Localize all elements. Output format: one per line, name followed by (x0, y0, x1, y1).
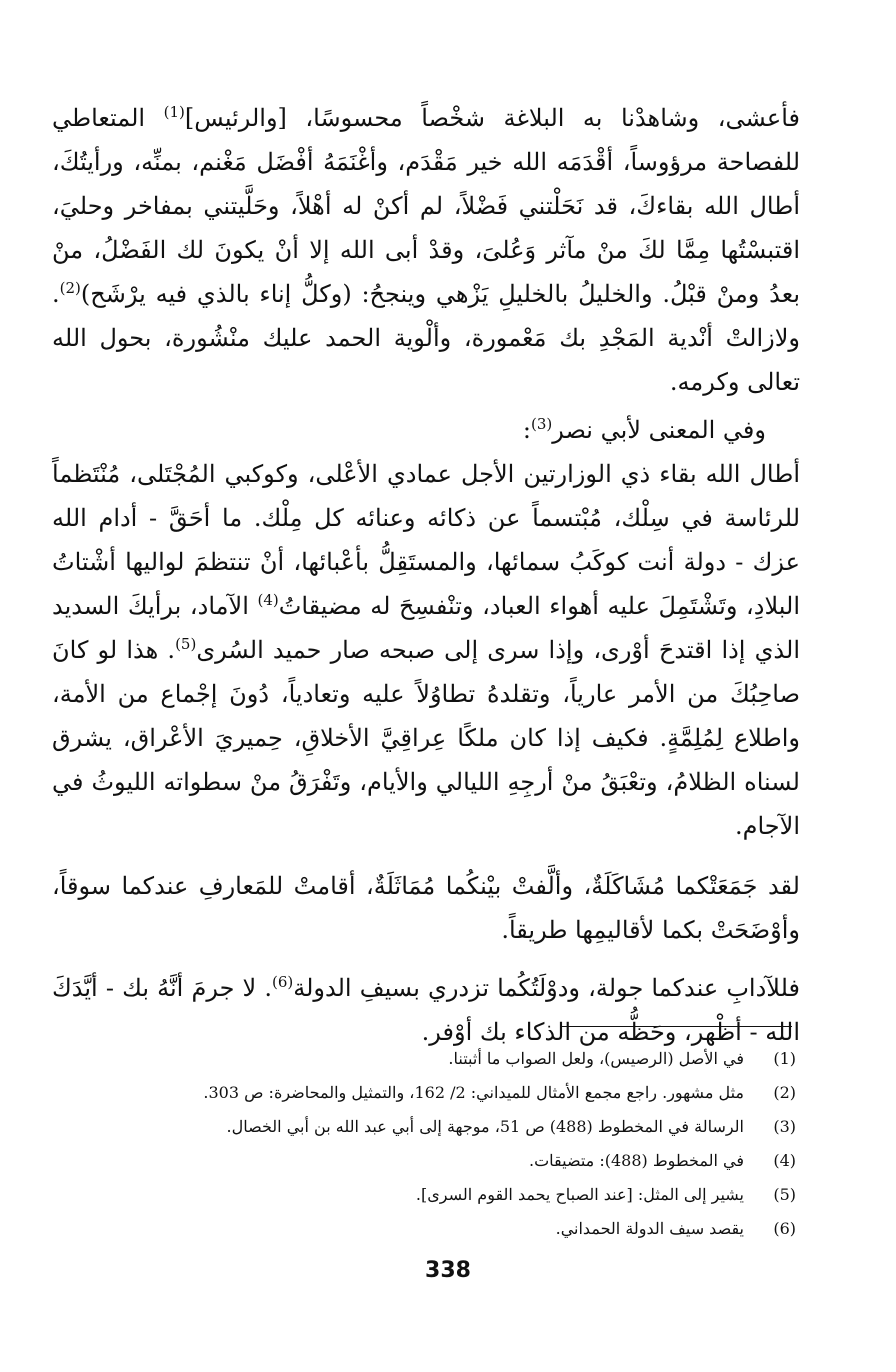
paragraph-4 (52, 864, 800, 952)
footnote-item (60, 1178, 796, 1212)
footnote-number: (2) (773, 1083, 796, 1102)
footnote-number: (4) (773, 1151, 796, 1170)
paragraph-3 (52, 452, 800, 848)
text-segment: . هذا لو كانَ صاحِبُكَ من الأمر عارياً، وتقلدهُ تطاوُلاً عليه وتعادياً، دُونَ إجْماع من الأمة، واطلاع لِمُلِمَّةٍ. فكيف إذا كان ملكًا عِراقِيَّ الأخلاقِ، حِميريَ الأعْراق، يشرق لسناه الظلامُ، وتعْبَقُ منْ أرجِهِ الليالي والأيام، وتَفْرَقُ منْ سطواته الليوثُ في الآجام. (52, 636, 800, 840)
text-segment: فأعشى، وشاهدْنا به البلاغة شخْصاً محسوسًا، [والرئيس] (184, 104, 800, 132)
footnote-item (60, 1144, 796, 1178)
footnote-item (60, 1042, 796, 1076)
footnote-number: (3) (773, 1117, 796, 1136)
footnote-text: في الأصل (الرصيس)، ولعل الصواب ما أثبتنا. (448, 1049, 744, 1068)
page-number: 338 (425, 1258, 471, 1283)
text-segment: لقد جَمَعَتْكما مُشَاكَلَةٌ، وألَّفتْ بيْنكُما مُمَاثَلَةٌ، أقامتْ للمَعارفِ عندكما سوقاً، وأوْضَحَتْ بكما لأقاليمِها طريقاً. (52, 872, 800, 944)
footnote-number: (1) (773, 1049, 796, 1068)
footnote-text: في المخطوط (488): متضيقات. (529, 1151, 744, 1170)
text-segment: . لا جرمَ أنَّهُ بك - أيَّدَكَ الله - أظْهر، وحَظُّه من الذكاء بك أوْفر. (52, 974, 800, 1046)
footnote-ref-1: (1) (163, 103, 185, 121)
text-segment: : (522, 416, 531, 444)
footnote-ref-3: (3) (530, 415, 553, 433)
paragraph-5 (52, 966, 800, 1054)
footnote-item (60, 1212, 796, 1246)
text-segment: وفي المعنى لأبي نصر (552, 416, 766, 444)
footnote-item (60, 1076, 796, 1110)
footnote-ref-5: (5) (175, 635, 197, 653)
paragraph-2 (52, 408, 800, 452)
footnote-ref-6: (6) (271, 973, 294, 991)
footnote-text: يقصد سيف الدولة الحمداني. (555, 1219, 744, 1238)
text-segment: الآماد، برأيكَ السديد الذي إذا اقتدحَ أوْرى، وإذا سرى إلى صبحه صار حميد السُرى (52, 592, 800, 664)
text-segment: . ولازالتْ أنْدية المَجْدِ بك مَعْمورة، وألْوية الحمد عليك منْشُورة، بحول الله تعالى وكرمه. (52, 280, 800, 396)
footnote-number: (6) (773, 1219, 796, 1238)
footnotes (60, 1042, 796, 1246)
footnote-divider (560, 1026, 792, 1027)
text-segment: المتعاطي للفصاحة مرؤوساً، أقْدَمَه الله خير مَقْدَم، وأغْنَمَهُ أفْضَل مَغْنم، بمنِّه، ورأيتُكَ، أطال الله بقاءكَ، قد نَحَلْتني فَضْلاً، لم أكنْ له أهْلاً، وحَلَّيتني بمفاخر وحليَ، اقتبسْتُها مِمَّا لكَ منْ مآثر وَعُلىَ، وقدْ أبى الله إلا أنْ يكونَ لك الفَضْلُ، منْ بعدُ ومنْ قبْلُ. والخليلُ بالخليلِ يَزْهي وينجحُ: (وكلُّ إناء بالذي فيه يرْشَح) (52, 104, 800, 308)
footnote-ref-4: (4) (257, 591, 279, 609)
footnote-text: الرسالة في المخطوط (488) ص 51، موجهة إلى أبي عبد الله بن أبي الخصال. (226, 1117, 744, 1136)
text-segment: أطال الله بقاء ذي الوزارتين الأجل عمادي الأعْلى، وكوكبي المُجْتَلى، مُنْتَظماً للرئاسة في سِلْك، مُبْتسماً عن ذكائه وعنائه كل مِلْك. ما أحَقَّ - أدام الله عزك - دولة أنت كوكَبُ سمائها، والمستَقِلُّ بأعْبائها، أنْ تنتظمَ لواليها أشْتاتُ البلادِ، وتَشْتَمِلَ عليه أهواء العباد، وتنْفسِحَ له مضيقاتُ (52, 460, 800, 620)
footnote-text: يشير إلى المثل: [عند الصباح يحمد القوم السرى]. (415, 1185, 744, 1204)
text-segment: فللآدابِ عندكما جولة، ودوْلَتُكُما تزدري بسيفِ الدولة (293, 974, 801, 1002)
footnote-text: مثل مشهور. راجع مجمع الأمثال للميداني: 2/ 162، والتمثيل والمحاضرة: ص 303. (203, 1083, 744, 1102)
footnote-number: (5) (773, 1185, 796, 1204)
main-text (52, 96, 800, 1054)
footnote-ref-2: (2) (59, 279, 81, 297)
paragraph-1 (52, 96, 800, 404)
footnote-item (60, 1110, 796, 1144)
